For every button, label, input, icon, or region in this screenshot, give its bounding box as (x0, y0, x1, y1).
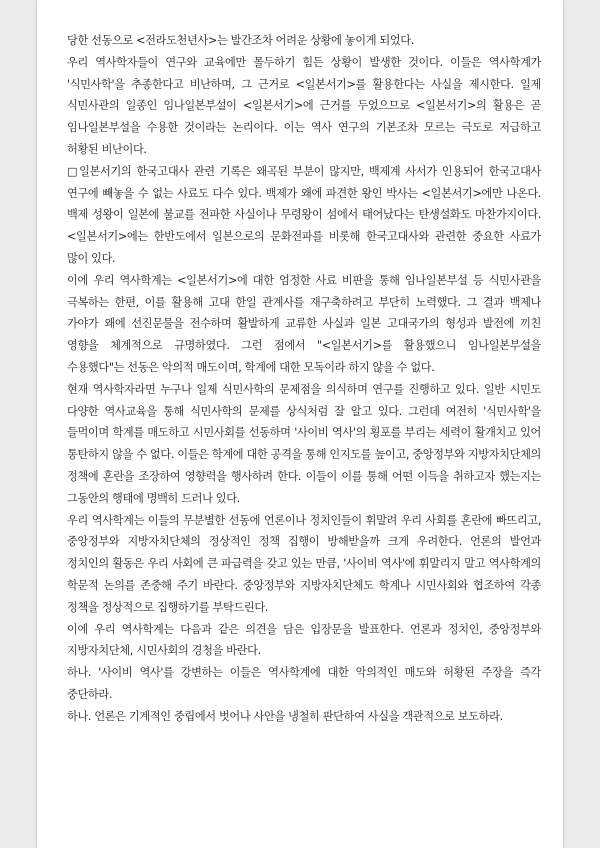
paragraph: 우리 역사학자들이 연구와 교육에만 몰두하기 힘든 상황이 발생한 것이다. 이들은 역사학계가 '식민사학'을 추종한다고 비난하며, 그 근거로 <일본서기>를 활용한다는 사실을 제시한다. 일제 식민사관의 일종인 임나일본부설이 <일본서기>에 근거를 두었으므로 <일본서기>의 활용은 곧 임나일본부설을 수용한 것이라는 논리이다. 이는 역사 연구의 기본조차 모르는 극도로 저급하고 허황된 비난이다. (67, 55, 541, 156)
paragraph: 당한 선동으로 <전라도천년사>는 발간조차 어려운 상황에 놓이게 되었다. (67, 34, 414, 47)
document-body (67, 30, 541, 728)
resolution-item: 하나. '사이비 역사'를 강변하는 이들은 역사학계에 대한 악의적인 매도와 허황된 주장을 즉각 중단하라. (67, 666, 541, 701)
paragraph: □일본서기의 한국고대사 관련 기록은 왜곡된 부분이 많지만, 백제계 사서가 인용되어 한국고대사 연구에 빼놓을 수 없는 사료도 다수 있다. 백제가 왜에 파견한 왕인 박사는 <일본서기>에만 나온다. 백제 성왕이 일본에 불교를 전파한 사실이나 무령왕이 섬에서 태어났다는 탄생설화도 마찬가지이다. <일본서기>에는 한반도에서 일본으로의 문화전파를 비롯해 한국고대사와 관련한 중요한 사료가 많이 있다. (67, 164, 541, 265)
paragraph: 우리 역사학계는 이들의 무분별한 선동에 언론이나 정치인들이 휘말려 우리 사회를 혼란에 빠뜨리고, 중앙정부와 지방자치단체의 정상적인 정책 집행이 방해받을까 크게 우려한다. 언론의 발언과 정치인의 활동은 우리 사회에 큰 파급력을 갖고 있는 만큼, '사이비 역사'에 휘말리지 말고 역사학계의 학문적 논의를 존중해 주기 바란다. 중앙정부와 지방자치단체도 학계나 시민사회와 협조하여 각종 정책을 정상적으로 집행하기를 부탁드린다. (67, 513, 541, 614)
paragraph: 이에 우리 역사학계는 <일본서기>에 대한 엄정한 사료 비판을 통해 임나일본부설 등 식민사관을 극복하는 한편, 이를 활용해 고대 한일 관계사를 재구축하려고 부단히 노력했다. 그 결과 백제나 가야가 왜에 선진문물을 전수하며 활발하게 교류한 사실과 일본 고대국가의 형성과 발전에 끼친 영향을 체계적으로 규명하였다. 그런 점에서 "<일본서기>를 활용했으니 임나일본부설을 수용했다"는 선동은 악의적 매도이며, 학계에 대한 모독이라 하지 않을 수 없다. (67, 273, 541, 374)
paragraph: 현재 역사학자라면 누구나 일제 식민사학의 문제점을 의식하며 연구를 진행하고 있다. 일반 시민도 다양한 역사교육을 통해 식민사학의 문제를 상식처럼 잘 알고 있다. 그런데 여전히 '식민사학'을 들먹이며 학계를 매도하고 시민사회를 선동하며 '사이비 역사'의 횡포를 부리는 세력이 활개치고 있어 통탄하지 않을 수 없다. 이들은 학계에 대한 공격을 통해 인지도를 높이고, 중앙정부와 지방자치단체의 정책에 혼란을 조장하여 영향력을 행사하려 한다. 이들이 이를 통해 어떤 이득을 취하고자 했는지는 그동안의 행태에 명백히 드러나 있다. (67, 382, 541, 505)
resolution-item: 하나. 언론은 기계적인 중립에서 벗어나 사안을 냉철히 판단하여 사실을 객관적으로 보도하라. (67, 709, 503, 723)
document-page (37, 0, 563, 848)
paragraph: 이에 우리 역사학계는 다음과 같은 의견을 담은 입장문을 발표한다. 언론과 정치인, 중앙정부와 지방자치단체, 시민사회의 경청을 바란다. (67, 622, 541, 658)
